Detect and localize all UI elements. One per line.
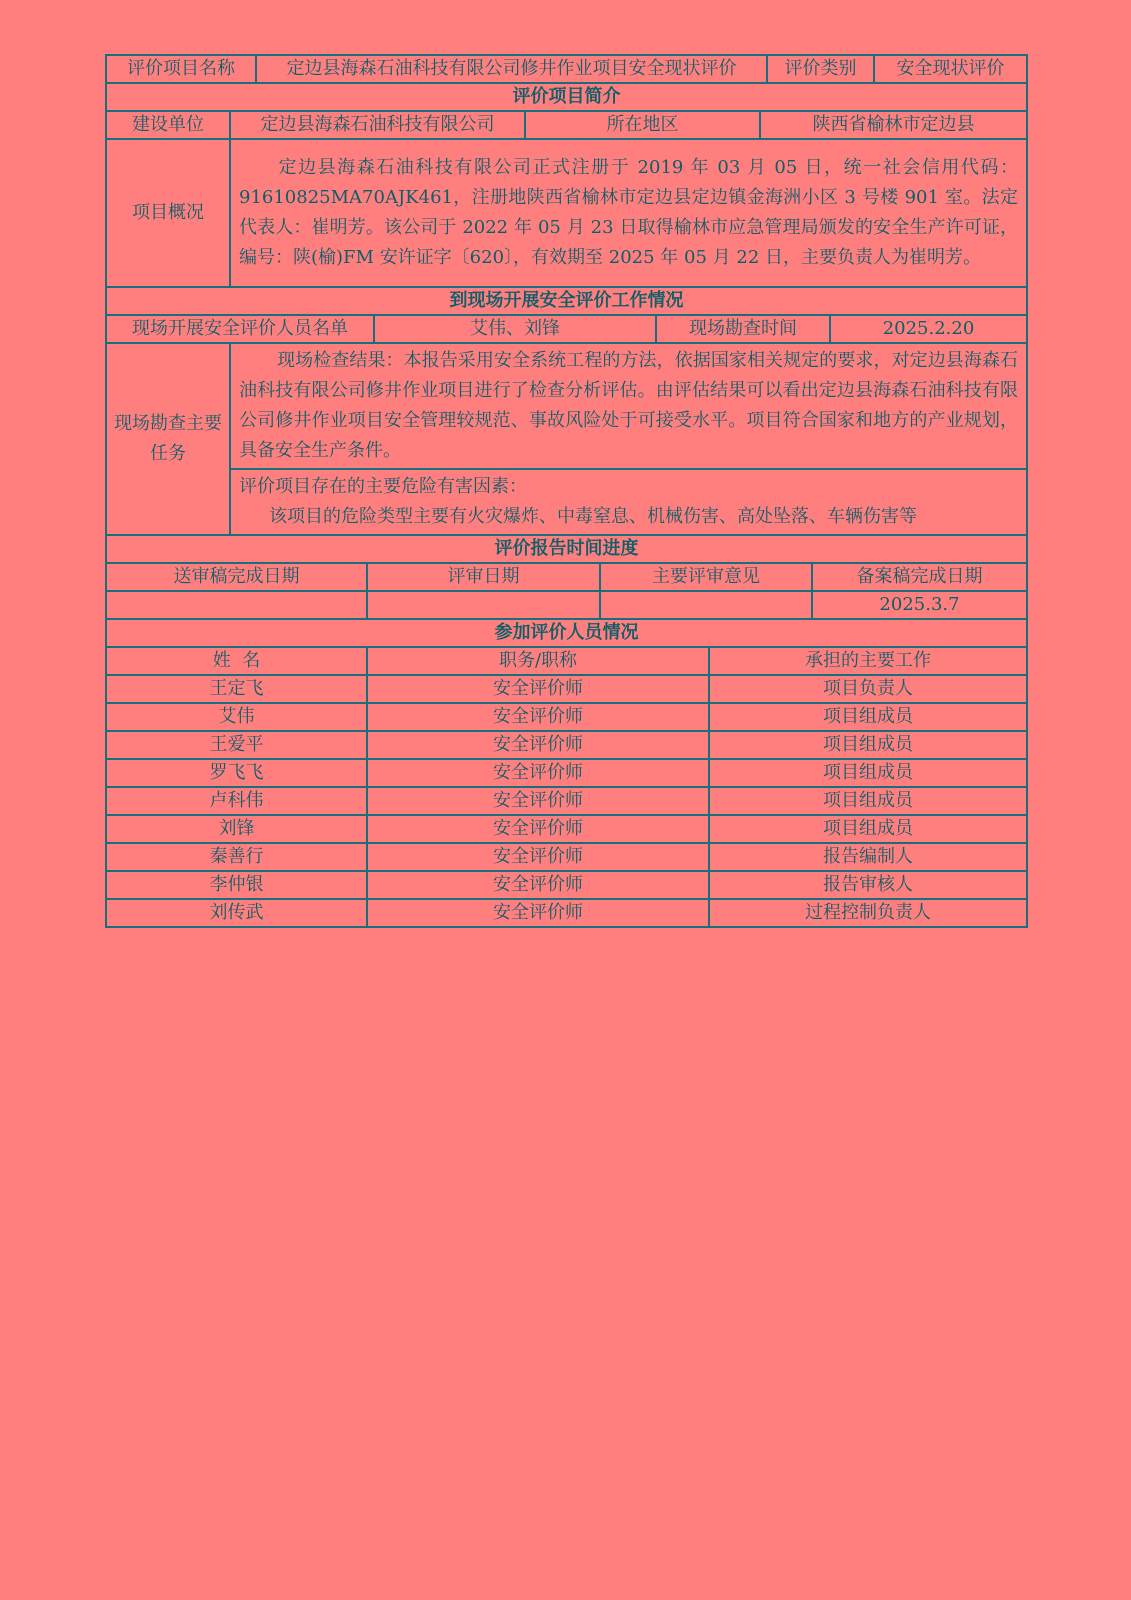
staff-duty: 过程控制负责人	[709, 899, 1027, 927]
intro-section-title: 评价项目简介	[106, 83, 1027, 111]
staff-list-value: 艾伟、刘锋	[374, 315, 656, 343]
staff-section-title: 参加评价人员情况	[106, 619, 1027, 647]
staff-title: 安全评价师	[367, 899, 709, 927]
schedule-section-title: 评价报告时间进度	[106, 535, 1027, 563]
staff-name: 王定飞	[106, 675, 367, 703]
table-row	[106, 703, 1027, 731]
table-row	[106, 815, 1027, 843]
schedule-header-review-date: 评审日期	[367, 563, 600, 591]
project-name-label: 评价项目名称	[106, 55, 256, 83]
survey-time-label: 现场勘查时间	[656, 315, 830, 343]
staff-name: 秦善行	[106, 843, 367, 871]
staff-title: 安全评价师	[367, 871, 709, 899]
staff-duty: 项目组成员	[709, 815, 1027, 843]
evaluation-type-label: 评价类别	[767, 55, 874, 83]
onsite-section-title: 到现场开展安全评价工作情况	[106, 287, 1027, 315]
staff-name: 刘传武	[106, 899, 367, 927]
evaluation-form	[105, 54, 1026, 928]
staff-header-name: 姓 名	[106, 647, 367, 675]
unit-value: 定边县海森石油科技有限公司	[230, 111, 525, 139]
staff-header-duty: 承担的主要工作	[709, 647, 1027, 675]
staff-duty: 报告审核人	[709, 871, 1027, 899]
table-row	[106, 899, 1027, 927]
staff-title: 安全评价师	[367, 843, 709, 871]
staff-duty: 报告编制人	[709, 843, 1027, 871]
evaluation-type-value: 安全现状评价	[874, 55, 1027, 83]
staff-duty: 项目组成员	[709, 731, 1027, 759]
table-row	[106, 731, 1027, 759]
schedule-header-review-opinion: 主要评审意见	[600, 563, 812, 591]
staff-duty: 项目组成员	[709, 703, 1027, 731]
project-name-value: 定边县海森石油科技有限公司修井作业项目安全现状评价	[256, 55, 767, 83]
schedule-value-review-opinion	[600, 591, 812, 619]
result-text: 现场检查结果：本报告采用安全系统工程的方法，依据国家相关规定的要求，对定边县海森石油科技有限公司修井作业项目进行了检查分析评估。由评估结果可以看出定边县海森石油科技有限公司修井作业项目安全管理较规范、事故风险处于可接受水平。项目符合国家和地方的产业规划，具备安全生产条件。	[239, 350, 1019, 461]
hazard-cell	[230, 469, 1027, 535]
staff-title: 安全评价师	[367, 815, 709, 843]
staff-title: 安全评价师	[367, 787, 709, 815]
unit-label: 建设单位	[106, 111, 230, 139]
staff-name: 卢科伟	[106, 787, 367, 815]
hazard-title: 评价项目存在的主要危险有害因素：	[239, 476, 527, 497]
staff-duty: 项目组成员	[709, 759, 1027, 787]
region-value: 陕西省榆林市定边县	[760, 111, 1027, 139]
staff-title: 安全评价师	[367, 675, 709, 703]
result-text-cell	[230, 343, 1027, 469]
table-row	[106, 759, 1027, 787]
staff-title: 安全评价师	[367, 703, 709, 731]
staff-name: 艾伟	[106, 703, 367, 731]
header-table	[105, 54, 1028, 84]
staff-name: 刘锋	[106, 815, 367, 843]
staff-duty: 项目组成员	[709, 787, 1027, 815]
table-row	[106, 675, 1027, 703]
overview-text: 定边县海森石油科技有限公司正式注册于 2019 年 03 月 05 日，统一社会信用代码：91610825MA70AJK461，注册地陕西省榆林市定边县定边镇金海洲小区 3 号楼 901 室。法定代表人：崔明芳。该公司于 2022 年 05 月 23 日取得榆林市应急管理局颁发的安全生产许可证，编号：陕(榆)FM 安许证字〔620〕，有效期至 2025 年 05 月 22 日，主要负责人为崔明芳。	[239, 157, 1018, 268]
schedule-header-filing: 备案稿完成日期	[812, 563, 1027, 591]
schedule-value-review-date	[367, 591, 600, 619]
table-row	[106, 843, 1027, 871]
staff-title: 安全评价师	[367, 759, 709, 787]
staff-duty: 项目负责人	[709, 675, 1027, 703]
schedule-value-submit	[106, 591, 367, 619]
schedule-header-submit: 送审稿完成日期	[106, 563, 367, 591]
staff-name: 王爱平	[106, 731, 367, 759]
staff-list-label: 现场开展安全评价人员名单	[106, 315, 374, 343]
overview-text-cell	[230, 139, 1027, 287]
table-row	[106, 787, 1027, 815]
survey-time-value: 2025.2.20	[830, 315, 1027, 343]
task-label: 现场勘查主要任务	[106, 343, 230, 535]
table-row	[106, 871, 1027, 899]
staff-title: 安全评价师	[367, 731, 709, 759]
staff-name: 李仲银	[106, 871, 367, 899]
overview-label: 项目概况	[106, 139, 230, 287]
staff-name: 罗飞飞	[106, 759, 367, 787]
schedule-value-filing: 2025.3.7	[812, 591, 1027, 619]
staff-table	[105, 618, 1028, 928]
intro-table	[105, 82, 1028, 288]
hazard-text: 该项目的危险类型主要有火灾爆炸、中毒窒息、机械伤害、高处坠落、车辆伤害等	[269, 506, 917, 527]
onsite-table	[105, 286, 1028, 536]
region-label: 所在地区	[525, 111, 760, 139]
staff-header-title: 职务/职称	[367, 647, 709, 675]
schedule-table	[105, 534, 1028, 620]
